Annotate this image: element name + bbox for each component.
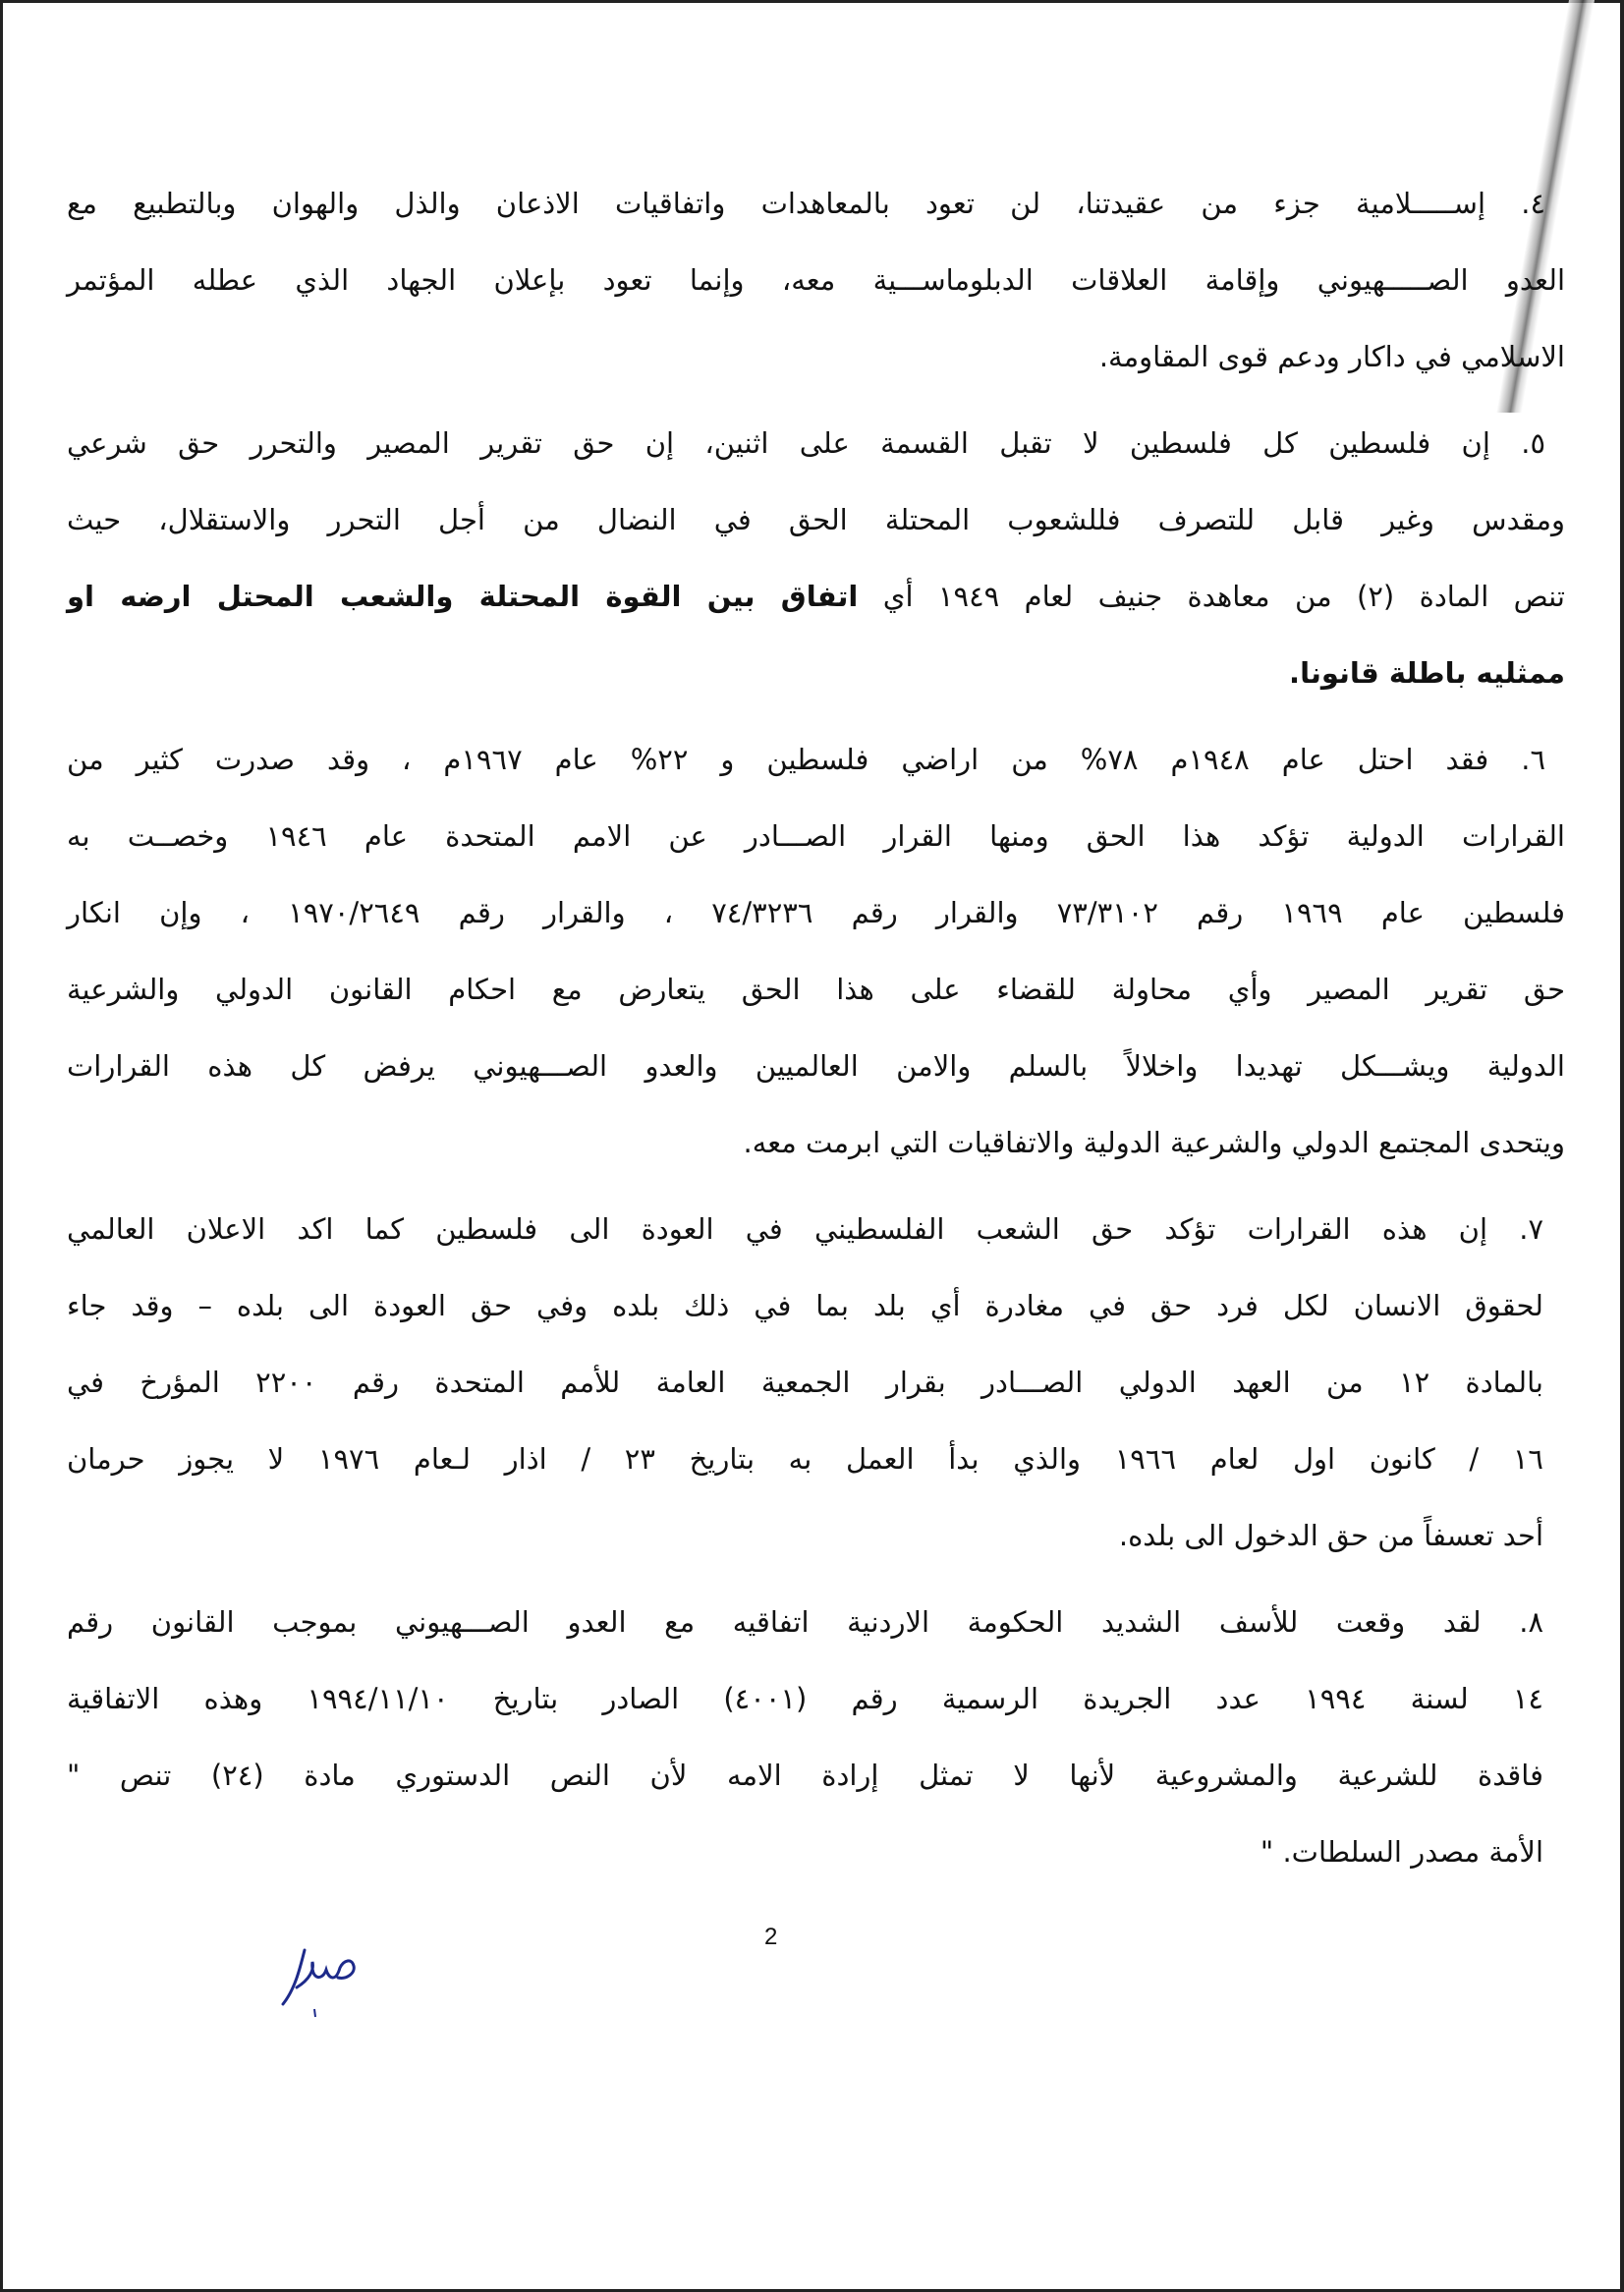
text-line: الاسلامي في داكار ودعم قوى المقاومة.	[1098, 340, 1565, 373]
line-text: فقد احتل عام ١٩٤٨م ٧٨% من اراضي فلسطين و ٢٢% عام ١٩٦٧م ، وقد صدرت كثير من	[67, 743, 1489, 776]
paragraph-4	[67, 165, 1565, 395]
text-line: بالمادة ١٢ من العهد الدولي الصـــادر بقرار الجمعية العامة للأمم المتحدة رقم ٢٢٠٠ المؤرخ في	[67, 1366, 1543, 1399]
text-line	[67, 1584, 1565, 1660]
document-body	[67, 165, 1565, 1900]
paragraph-number: ٧.	[1519, 1212, 1544, 1246]
text-line: ويتحدى المجتمع الدولي والشرعية الدولية والاتفاقيات التي ابرمت معه.	[743, 1126, 1565, 1159]
text-line	[67, 1191, 1565, 1267]
text-line: فلسطين عام ١٩٦٩ رقم ٧٣/٣١٠٢ والقرار رقم ٧٤/٣٢٣٦ ، والقرار رقم ١٩٧٠/٢٦٤٩ ، وإن انكار	[67, 896, 1566, 929]
paragraph-6	[67, 721, 1565, 1181]
paragraph-number: ٥.	[1521, 426, 1546, 460]
text-line: لحقوق الانسان لكل فرد حق في مغادرة أي بلد بما في ذلك بلده وفي حق العودة الى بلده – وقد جاء	[67, 1289, 1543, 1322]
text-line	[67, 558, 1565, 635]
line-text: تنص المادة (٢) من معاهدة جنيف لعام ١٩٤٩ أي	[882, 580, 1566, 613]
line-text: إن هذه القرارات تؤكد حق الشعب الفلسطيني في العودة الى فلسطين كما اكد الاعلان العالمي	[67, 1212, 1488, 1246]
text-line: ١٤ لسنة ١٩٩٤ عدد الجريدة الرسمية رقم (٤٠٠١) الصادر بتاريخ ١٩٩٤/١١/١٠ وهذه الاتفاقية	[67, 1682, 1543, 1715]
paragraph-7	[67, 1191, 1565, 1574]
text-line	[67, 165, 1565, 242]
page-number: 2	[764, 1924, 778, 1950]
paragraph-number: ٤.	[1521, 187, 1546, 220]
signature-icon	[275, 1940, 383, 2019]
text-line: ممثليه باطلة قانونا.	[1289, 656, 1565, 690]
line-text: إن فلسطين كل فلسطين لا تقبل القسمة على اثنين، إن حق تقرير المصير والتحرر حق شرعي	[67, 426, 1490, 460]
paragraph-8	[67, 1584, 1565, 1890]
bold-text: اتفاق بين القوة المحتلة والشعب المحتل ارضه او	[67, 580, 859, 613]
line-text: لقد وقعت للأسف الشديد الحكومة الاردنية اتفاقيه مع العدو الصـــهيوني بموجب القانون رقم	[67, 1605, 1482, 1639]
text-line: الأمة مصدر السلطات. "	[1260, 1835, 1543, 1869]
text-line: حق تقرير المصير وأي محاولة للقضاء على هذا الحق يتعارض مع احكام القانون الدولي والشرعية	[67, 973, 1565, 1006]
text-line: القرارات الدولية تؤكد هذا الحق ومنها القرار الصـــادر عن الامم المتحدة عام ١٩٤٦ وخصــت به	[67, 819, 1565, 853]
text-line	[67, 405, 1565, 481]
text-line: العدو الصـــــهيوني وإقامة العلاقات الدبلوماســـية معه، وإنما تعود بإعلان الجهاد الذي عطله المؤتمر	[67, 263, 1565, 297]
text-line: ١٦ / كانون اول لعام ١٩٦٦ والذي بدأ العمل به بتاريخ ٢٣ / اذار لـعام ١٩٧٦ لا يجوز حرمان	[67, 1442, 1543, 1476]
text-line: فاقدة للشرعية والمشروعية لأنها لا تمثل إرادة الامه لأن النص الدستوري مادة (٢٤) تنص "	[67, 1759, 1543, 1792]
paragraph-number: ٦.	[1521, 743, 1546, 776]
text-line: ومقدس وغير قابل للتصرف فللشعوب المحتلة الحق في النضال من أجل التحرر والاستقلال، حيث	[67, 503, 1565, 536]
line-text: إســـــلامية جزء من عقيدتنا، لن تعود بالمعاهدات واتفاقيات الاذعان والذل والهوان وبالتطبيع مع	[67, 187, 1485, 220]
text-line: الدولية ويشـــكل تهديدا واخلالاً بالسلم والامن العالميين والعدو الصـــهيوني يرفض كل هذه القرارات	[67, 1049, 1565, 1083]
paragraph-5	[67, 405, 1565, 711]
text-line: أحد تعسفاً من حق الدخول الى بلده.	[1118, 1519, 1543, 1552]
paragraph-number: ٨.	[1519, 1605, 1544, 1639]
text-line	[67, 721, 1565, 798]
